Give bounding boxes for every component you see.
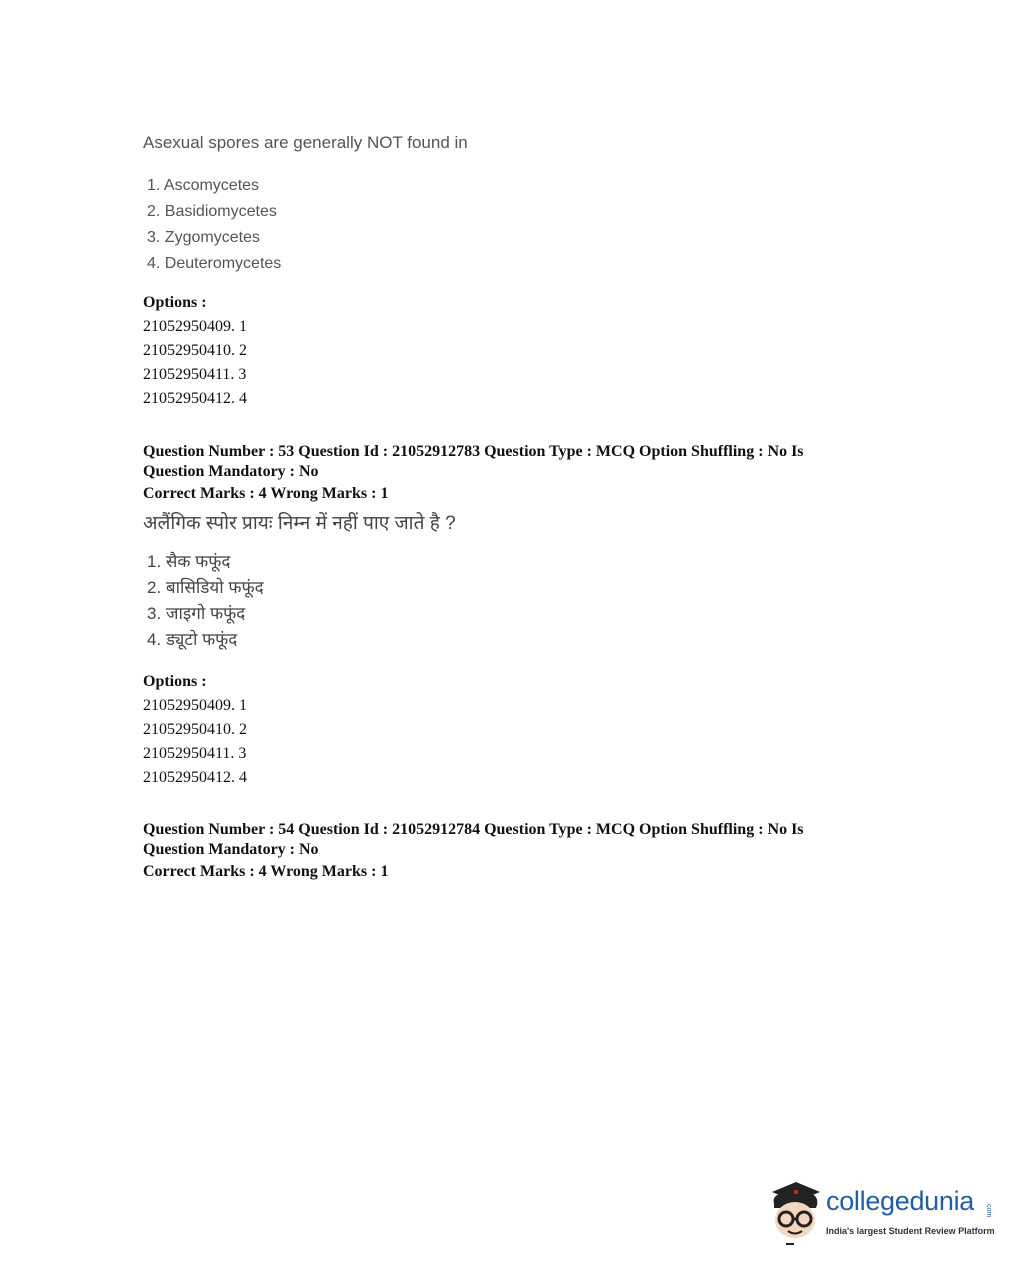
- choice-item: 4. Deuteromycetes: [147, 255, 282, 272]
- question-53-image: [143, 509, 456, 653]
- mascot-graduate-icon: [766, 1178, 824, 1248]
- marks-line: Correct Marks : 4 Wrong Marks : 1: [143, 863, 389, 880]
- choice-item: 4. ड्यूटो फफूंद: [147, 630, 238, 649]
- question-header-line: Question Number : 53 Question Id : 21052912783 Question Type : MCQ Option Shuffling : No Is: [143, 443, 804, 460]
- option-id: 21052950412. 4: [143, 390, 247, 407]
- options-label: Options :: [143, 294, 207, 311]
- choice-item: 1. सैक फफूंद: [147, 552, 231, 571]
- option-id: 21052950410. 2: [143, 342, 247, 359]
- choice-item: 2. बासिडियो फफूंद: [147, 578, 264, 597]
- question-stem: Asexual spores are generally NOT found in: [143, 133, 468, 152]
- options-label: Options :: [143, 673, 207, 690]
- brand-name: collegedunia: [826, 1186, 975, 1216]
- question-header-line: Question Mandatory : No: [143, 463, 319, 480]
- question-52-image: [143, 133, 468, 277]
- choice-item: 2. Basidiomycetes: [147, 203, 277, 220]
- option-id: 21052950411. 3: [143, 745, 247, 762]
- choice-item: 1. Ascomycetes: [147, 177, 260, 194]
- option-id: 21052950409. 1: [143, 697, 247, 714]
- collegedunia-logo: [766, 1178, 996, 1248]
- option-id: 21052950411. 3: [143, 366, 247, 383]
- question-header-line: Question Number : 54 Question Id : 21052912784 Question Type : MCQ Option Shuffling : No Is: [143, 821, 804, 838]
- choice-item: 3. जाइगो फफूंद: [147, 604, 246, 623]
- brand-suffix: .com: [985, 1202, 992, 1218]
- options-block: [143, 670, 247, 790]
- choice-item: 3. Zygomycetes: [147, 229, 260, 246]
- question-header: [143, 442, 873, 482]
- options-block: [143, 291, 247, 411]
- question-header-line: Question Mandatory : No: [143, 841, 319, 858]
- brand-tagline: India's largest Student Review Platform: [826, 1226, 995, 1236]
- question-stem: अलैंगिक स्पोर प्रायः निम्न में नहीं पाए जाते है ?: [143, 513, 456, 534]
- choice-list: [143, 549, 456, 653]
- option-id: 21052950410. 2: [143, 721, 247, 738]
- choice-list: [143, 173, 468, 277]
- marks-line: Correct Marks : 4 Wrong Marks : 1: [143, 485, 389, 502]
- option-id: 21052950412. 4: [143, 769, 247, 786]
- question-header: [143, 820, 873, 860]
- option-id: 21052950409. 1: [143, 318, 247, 335]
